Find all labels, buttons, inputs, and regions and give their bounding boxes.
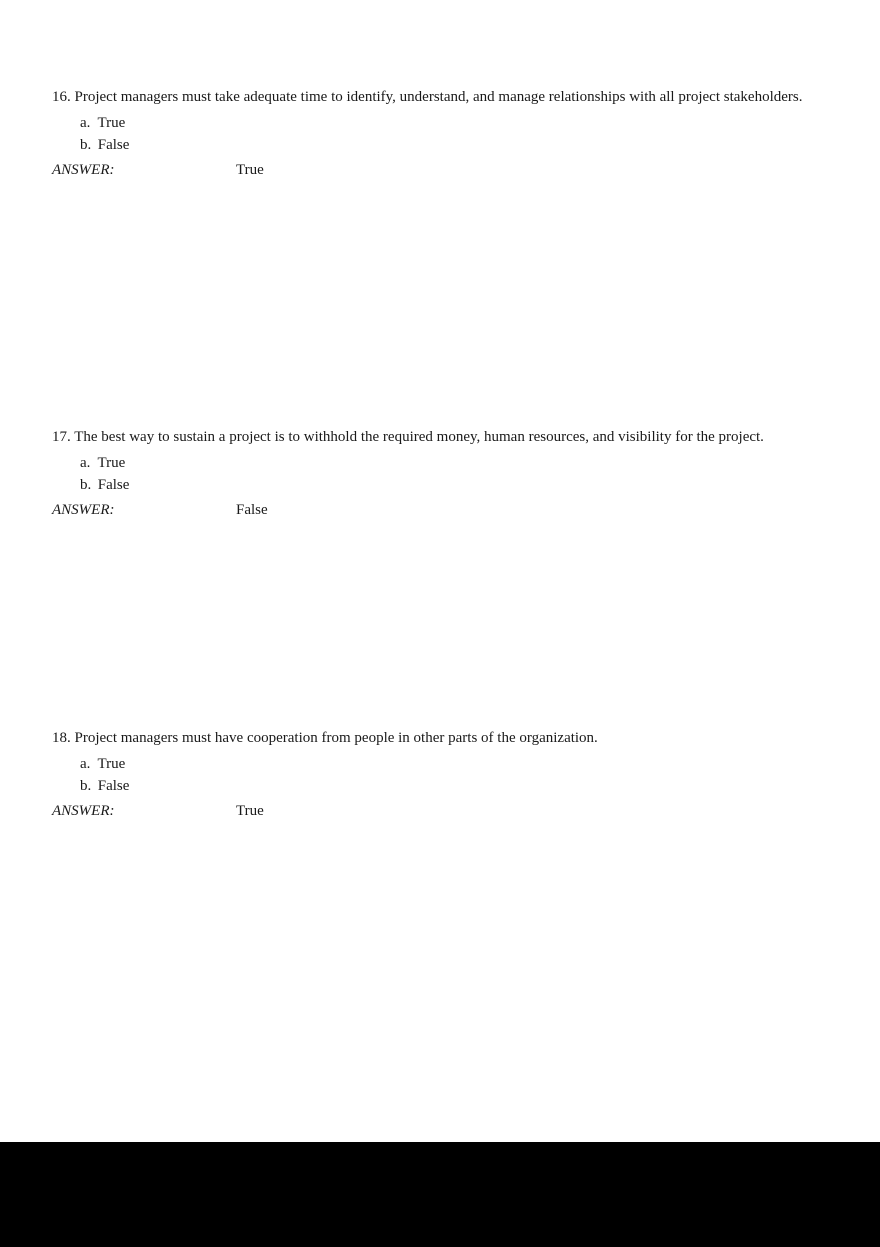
choice-label: a.: [80, 115, 91, 131]
choice-text: True: [97, 455, 126, 471]
answer-row: [52, 801, 832, 821]
choice-text: False: [97, 777, 130, 794]
choice-text: True: [97, 115, 126, 131]
question-text: [52, 428, 812, 447]
choice-text: True: [97, 756, 126, 772]
question-block-17: [52, 428, 832, 520]
choice-label: b.: [80, 777, 92, 794]
choice-row-a: [80, 113, 832, 135]
question-block-16: [52, 88, 832, 180]
question-number: 18.: [52, 730, 71, 746]
question-text: [52, 729, 812, 748]
choice-row-b: [80, 135, 832, 157]
choice-label: b.: [80, 476, 92, 493]
question-text: [52, 88, 812, 107]
choice-row-b: [80, 475, 832, 497]
answer-row: [52, 500, 832, 520]
answer-value: True: [236, 162, 264, 178]
choice-row-b: [80, 776, 832, 798]
choices-list: [80, 113, 832, 156]
answer-label: ANSWER:: [52, 803, 115, 819]
answer-label: ANSWER:: [52, 162, 115, 178]
question-statement: Project managers must have cooperation from people in other parts of the organization.: [74, 730, 598, 746]
question-statement: Project managers must take adequate time to identify, understand, and manage relationships with all project stakeholders.: [74, 89, 803, 105]
choice-label: b.: [80, 136, 92, 153]
choice-row-a: [80, 453, 832, 475]
choice-row-a: [80, 754, 832, 776]
choice-text: False: [97, 476, 130, 493]
answer-label: ANSWER:: [52, 502, 115, 518]
choice-label: a.: [80, 756, 91, 772]
answer-value: True: [236, 803, 264, 819]
question-number: 16.: [52, 89, 71, 105]
answer-row: [52, 160, 832, 180]
answer-value: False: [236, 502, 268, 518]
choices-list: [80, 754, 832, 797]
question-statement: The best way to sustain a project is to withhold the required money, human resources, and visibility for the project.: [74, 429, 764, 445]
choice-text: False: [97, 136, 130, 153]
question-block-18: [52, 729, 832, 821]
choices-list: [80, 453, 832, 496]
choice-label: a.: [80, 455, 91, 471]
question-number: 17.: [52, 429, 71, 445]
footer-black-bar: [0, 1142, 880, 1247]
